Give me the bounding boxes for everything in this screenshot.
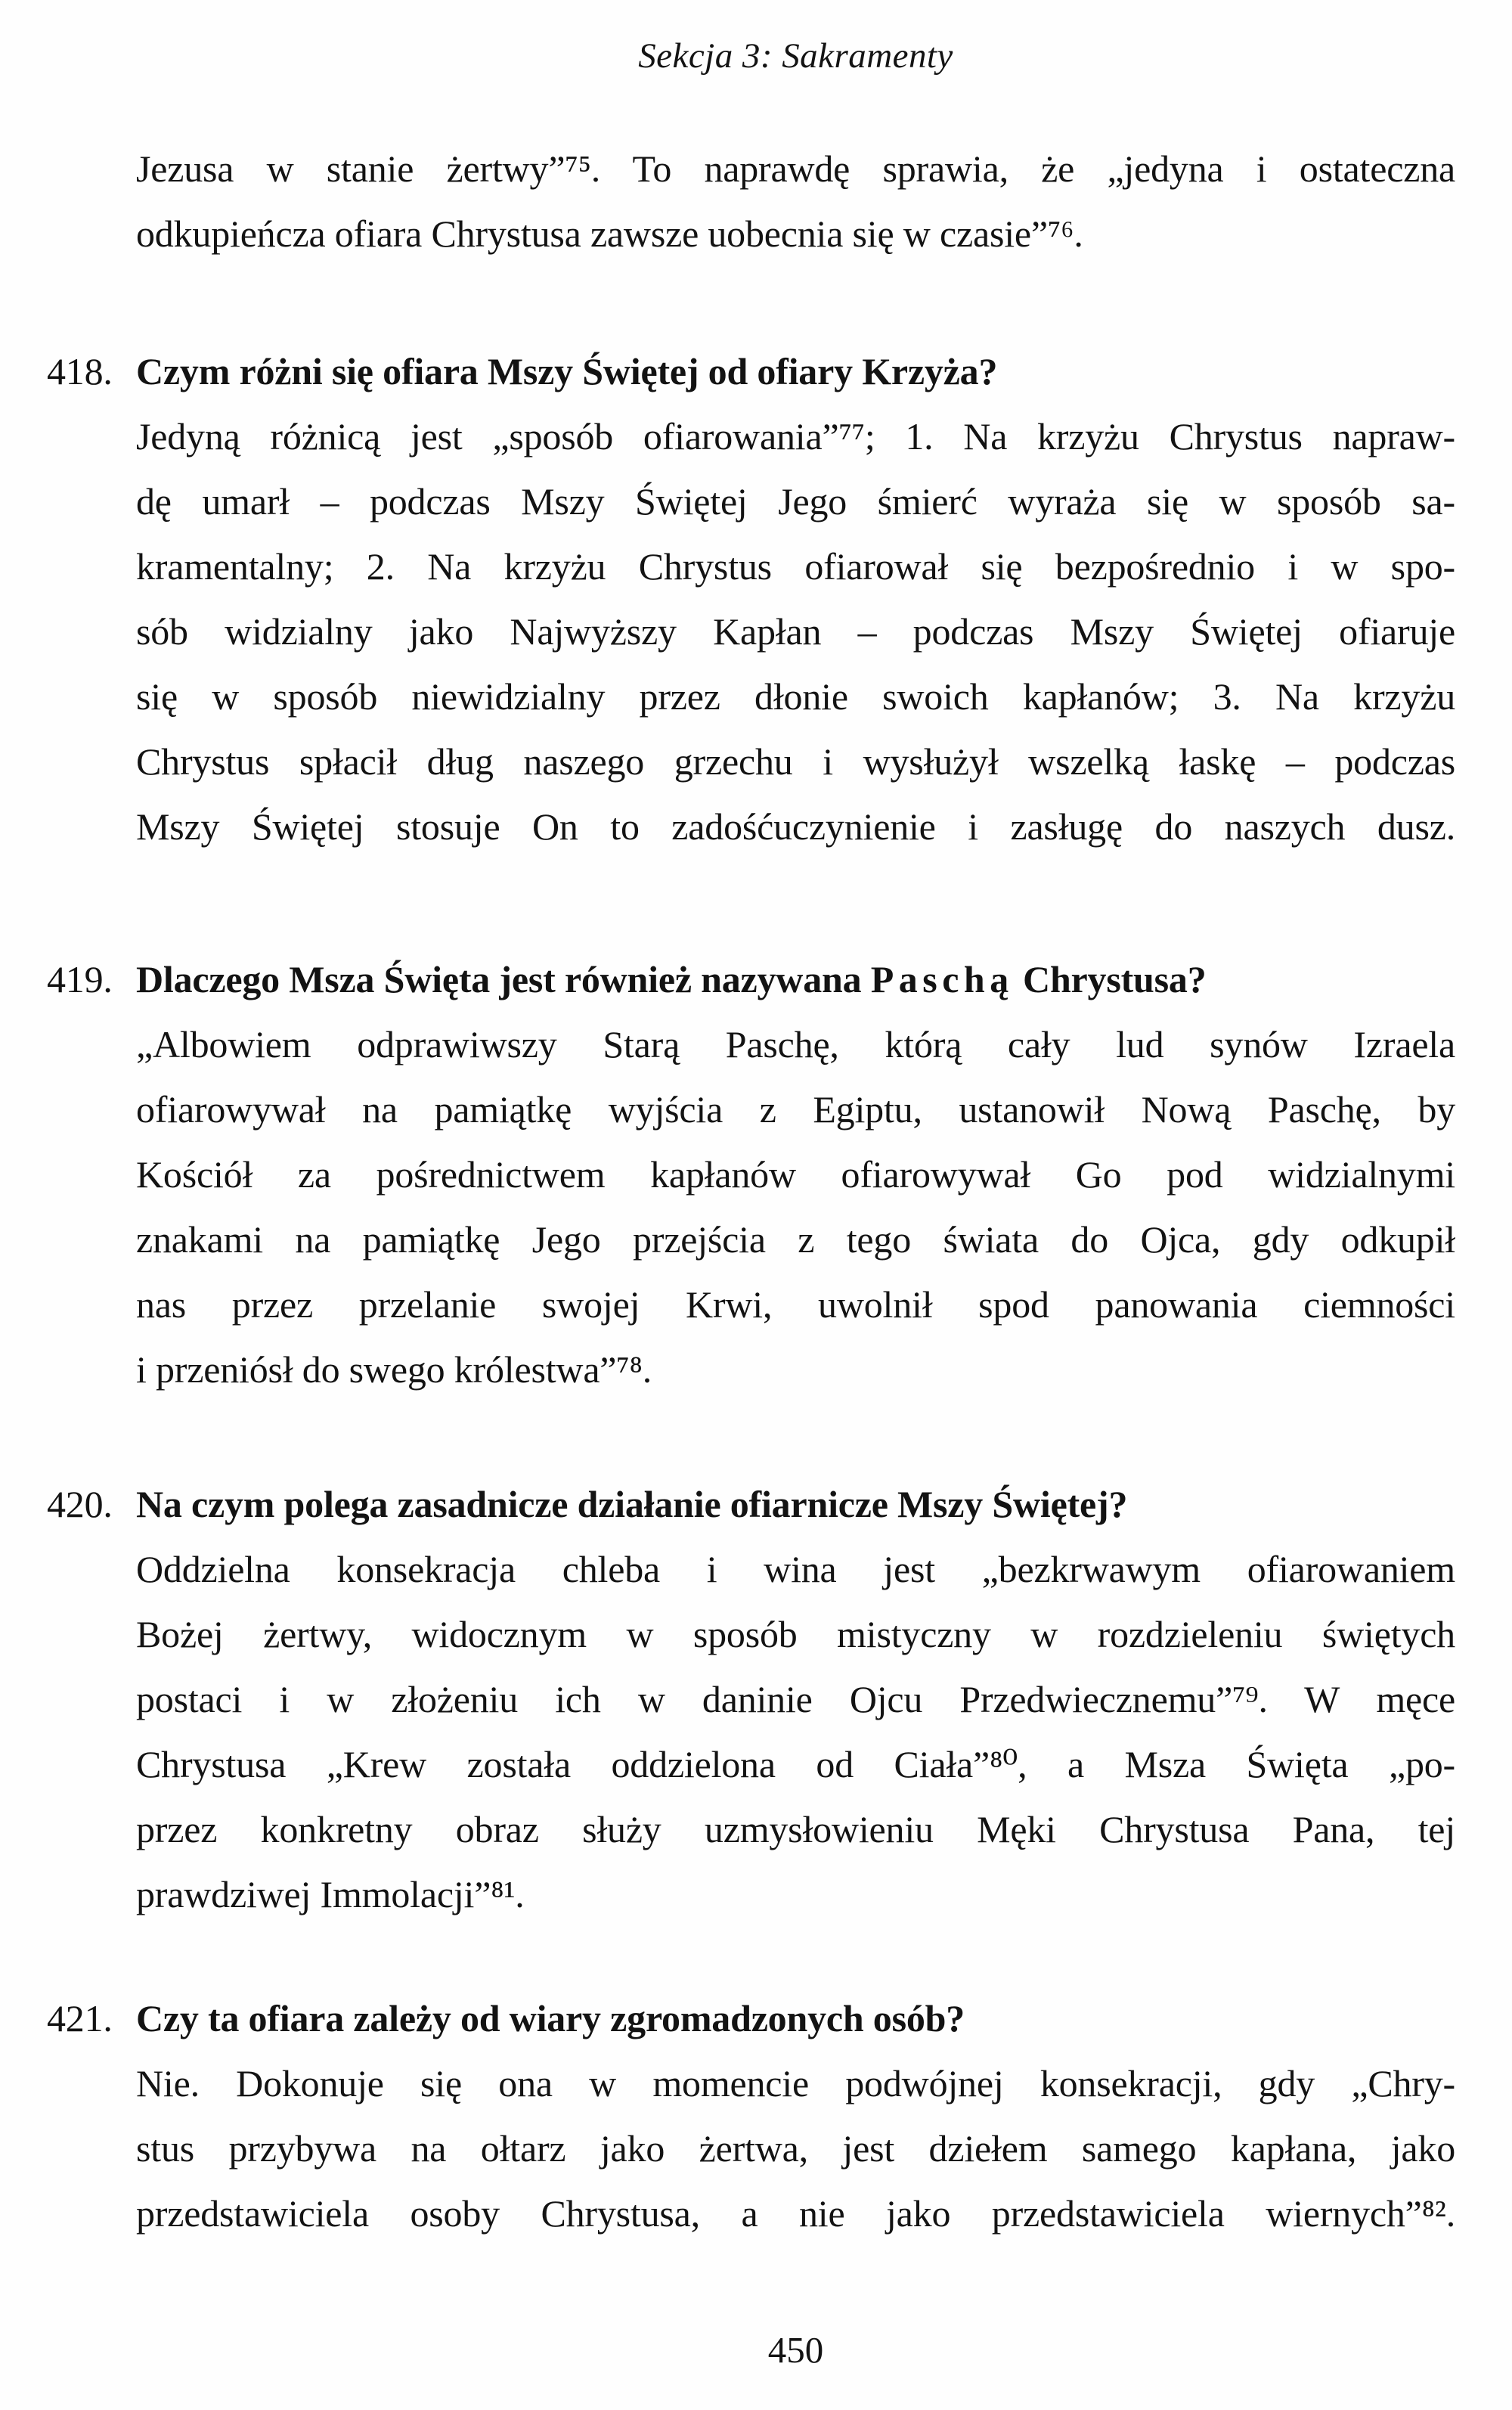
answer-paragraph bbox=[136, 1537, 1455, 1927]
text-line: prawdziwej Immolacji”⁸¹. bbox=[136, 1873, 525, 1915]
question-number: 418. bbox=[47, 350, 113, 392]
question-text-suffix: Chrystusa? bbox=[1013, 958, 1207, 1000]
question-text-prefix: Dlaczego Msza Święta jest również nazywana bbox=[136, 958, 871, 1000]
answer-paragraph bbox=[136, 404, 1455, 859]
page-number: 450 bbox=[767, 2329, 824, 2371]
question-heading bbox=[47, 1986, 1455, 2051]
question-heading bbox=[47, 947, 1455, 1012]
text-line: Jedyną różnicą jest „sposób ofiarowania”⁷⁷; 1. Na krzyżu Chrystus napraw- bbox=[136, 415, 1455, 457]
question-section bbox=[47, 947, 1455, 1402]
question-text-prefix: Czym różni się ofiara Mszy Świętej od ofiary Krzyża? bbox=[136, 350, 998, 392]
text-line: Jezusa w stanie żertwy”⁷⁵. To naprawdę sprawia, że „jedyna i ostateczna bbox=[136, 147, 1455, 190]
question-section bbox=[47, 1472, 1455, 1927]
question-heading bbox=[47, 339, 1455, 404]
text-line: sób widzialny jako Najwyższy Kapłan – podczas Mszy Świętej ofiaruje bbox=[136, 610, 1455, 653]
text-line: i przeniósł do swego królestwa”⁷⁸. bbox=[136, 1348, 652, 1391]
question-section bbox=[47, 339, 1455, 859]
text-line: postaci i w złożeniu ich w daninie Ojcu Przedwiecznemu”⁷⁹. W męce bbox=[136, 1678, 1455, 1720]
text-line: Kościół za pośrednictwem kapłanów ofiarowywał Go pod widzialnymi bbox=[136, 1153, 1455, 1196]
question-section bbox=[47, 1986, 1455, 2246]
text-line: ofiarowywał na pamiątkę wyjścia z Egiptu, ustanowił Nową Paschę, by bbox=[136, 1088, 1455, 1131]
text-line: odkupieńcza ofiara Chrystusa zawsze uobecnia się w czasie”⁷⁶. bbox=[136, 212, 1083, 255]
text-line: dę umarł – podczas Mszy Świętej Jego śmierć wyraża się w sposób sa- bbox=[136, 480, 1455, 523]
text-line: przedstawiciela osoby Chrystusa, a nie jako przedstawiciela wiernych”⁸². bbox=[136, 2192, 1455, 2235]
text-line: Chrystus spłacił dług naszego grzechu i wysłużył wszelką łaskę – podczas bbox=[136, 740, 1455, 783]
text-line: Chrystusa „Krew została oddzielona od Ciała”⁸⁰, a Msza Święta „po- bbox=[136, 1743, 1455, 1785]
intro-paragraph bbox=[136, 136, 1455, 266]
text-line: się w sposób niewidzialny przez dłonie swoich kapłanów; 3. Na krzyżu bbox=[136, 675, 1455, 718]
question-text-prefix: Czy ta ofiara zależy od wiary zgromadzonych osób? bbox=[136, 1997, 965, 2039]
running-header: Sekcja 3: Sakramenty bbox=[638, 36, 953, 76]
text-line: Nie. Dokonuje się ona w momencie podwójnej konsekracji, gdy „Chry- bbox=[136, 2062, 1455, 2104]
text-line: nas przez przelanie swojej Krwi, uwolnił spod panowania ciemności bbox=[136, 1283, 1455, 1326]
answer-paragraph bbox=[136, 2051, 1455, 2246]
text-line: Oddzielna konsekracja chleba i wina jest „bezkrwawym ofiarowaniem bbox=[136, 1548, 1455, 1590]
text-line: Bożej żertwy, widocznym w sposób mistyczny w rozdzieleniu świętych bbox=[136, 1613, 1455, 1655]
question-number: 421. bbox=[47, 1997, 113, 2039]
question-number: 420. bbox=[47, 1483, 113, 1525]
text-line: przez konkretny obraz służy uzmysłowieniu Męki Chrystusa Pana, tej bbox=[136, 1808, 1455, 1850]
text-line: kramentalny; 2. Na krzyżu Chrystus ofiarował się bezpośrednio i w spo- bbox=[136, 545, 1455, 588]
question-heading bbox=[47, 1472, 1455, 1537]
question-number: 419. bbox=[47, 958, 113, 1000]
question-text-emphasis: Paschą bbox=[870, 958, 1014, 1000]
text-line: Mszy Świętej stosuje On to zadośćuczynienie i zasługę do naszych dusz. bbox=[136, 805, 1455, 848]
question-text-prefix: Na czym polega zasadnicze działanie ofiarnicze Mszy Świętej? bbox=[136, 1483, 1128, 1525]
text-line: stus przybywa na ołtarz jako żertwa, jest dziełem samego kapłana, jako bbox=[136, 2127, 1455, 2170]
answer-paragraph bbox=[136, 1012, 1455, 1402]
text-line: znakami na pamiątkę Jego przejścia z tego świata do Ojca, gdy odkupił bbox=[136, 1218, 1455, 1261]
text-line: „Albowiem odprawiwszy Starą Paschę, którą cały lud synów Izraela bbox=[136, 1023, 1455, 1065]
